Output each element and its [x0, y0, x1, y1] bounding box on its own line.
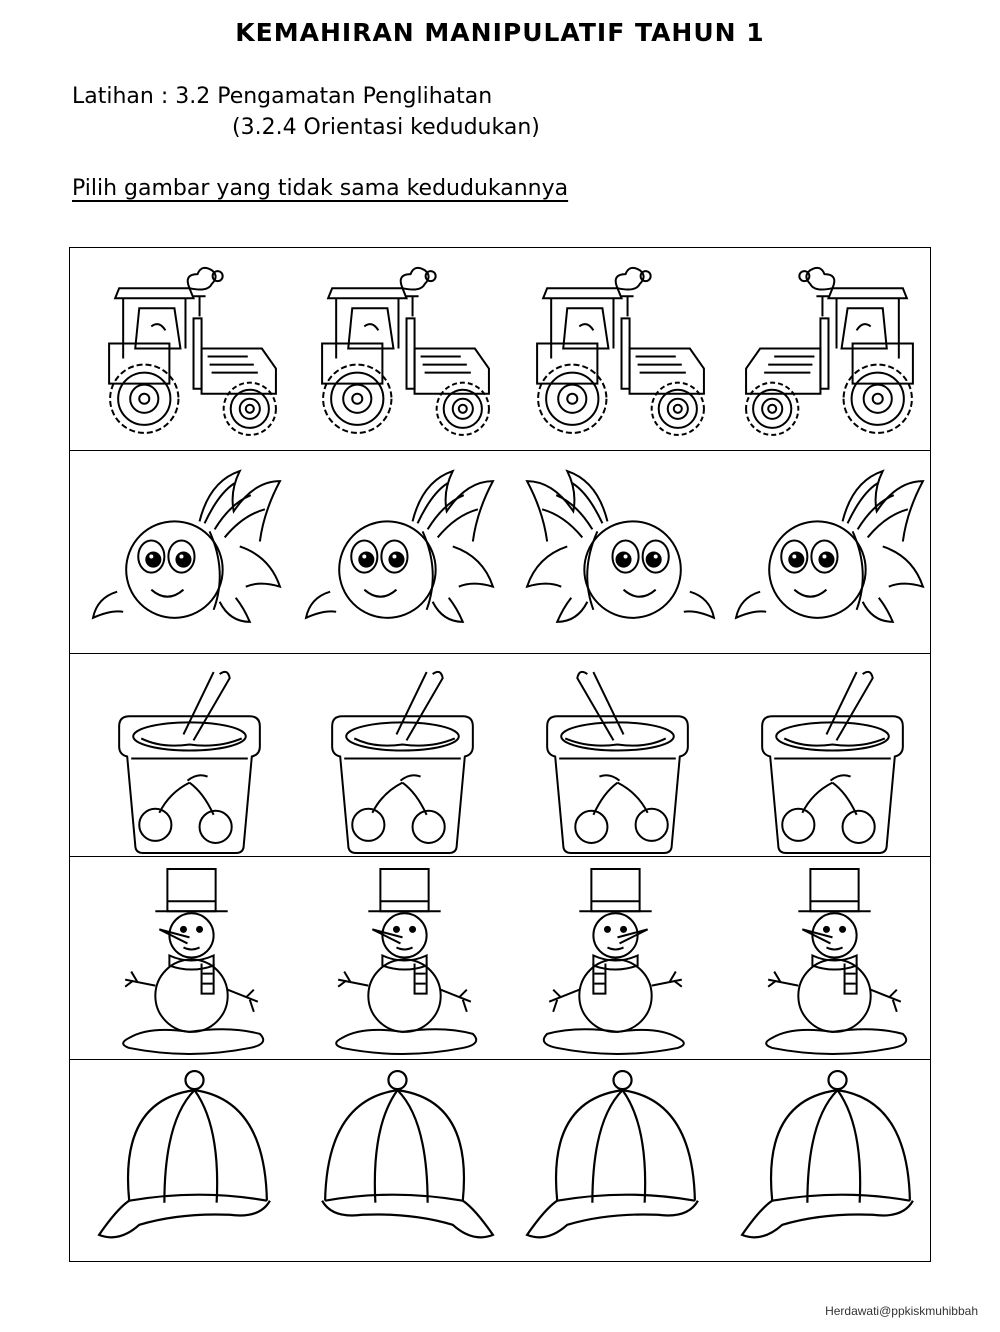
instruction: Pilih gambar yang tidak sama kedudukannya [72, 176, 569, 201]
snowman-icon [725, 857, 940, 1058]
row-tractor [70, 248, 930, 451]
tractor-icon [725, 248, 940, 449]
cap-icon [725, 1060, 940, 1261]
fish-picture-1[interactable] [82, 451, 297, 652]
yogurt-icon [82, 654, 297, 855]
row-yogurt [70, 654, 930, 857]
snowman-icon [295, 857, 510, 1058]
snowman-picture-3[interactable] [510, 857, 725, 1058]
snowman-picture-4[interactable] [725, 857, 940, 1058]
yogurt-picture-4[interactable] [725, 654, 940, 855]
cap-picture-1[interactable] [82, 1060, 297, 1261]
tractor-picture-1[interactable] [82, 248, 297, 449]
fish-picture-3[interactable] [510, 451, 725, 652]
picture-grid [69, 247, 931, 1262]
tractor-icon [295, 248, 510, 449]
snowman-icon [510, 857, 725, 1058]
fish-picture-2[interactable] [295, 451, 510, 652]
cap-picture-3[interactable] [510, 1060, 725, 1261]
yogurt-icon [510, 654, 725, 855]
yogurt-picture-1[interactable] [82, 654, 297, 855]
credit: Herdawati@ppkiskmuhibbah [825, 1304, 978, 1318]
cap-icon [295, 1060, 510, 1261]
page-title: KEMAHIRAN MANIPULATIF TAHUN 1 [235, 18, 765, 47]
snowman-icon [82, 857, 297, 1058]
cap-icon [82, 1060, 297, 1261]
tractor-icon [510, 248, 725, 449]
yogurt-picture-3[interactable] [510, 654, 725, 855]
yogurt-icon [295, 654, 510, 855]
row-cap [70, 1060, 930, 1263]
yogurt-icon [725, 654, 940, 855]
fish-icon [725, 451, 940, 652]
cap-picture-2[interactable] [295, 1060, 510, 1261]
tractor-icon [82, 248, 297, 449]
cap-picture-4[interactable] [725, 1060, 940, 1261]
cap-icon [510, 1060, 725, 1261]
tractor-picture-4[interactable] [725, 248, 940, 449]
row-fish [70, 451, 930, 654]
fish-icon [510, 451, 725, 652]
snowman-picture-1[interactable] [82, 857, 297, 1058]
tractor-picture-2[interactable] [295, 248, 510, 449]
exercise-label: Latihan : 3.2 Pengamatan Penglihatan [72, 84, 493, 109]
tractor-picture-3[interactable] [510, 248, 725, 449]
fish-icon [82, 451, 297, 652]
row-snowman [70, 857, 930, 1060]
fish-picture-4[interactable] [725, 451, 940, 652]
yogurt-picture-2[interactable] [295, 654, 510, 855]
snowman-picture-2[interactable] [295, 857, 510, 1058]
fish-icon [295, 451, 510, 652]
subexercise-label: (3.2.4 Orientasi kedudukan) [232, 115, 540, 140]
